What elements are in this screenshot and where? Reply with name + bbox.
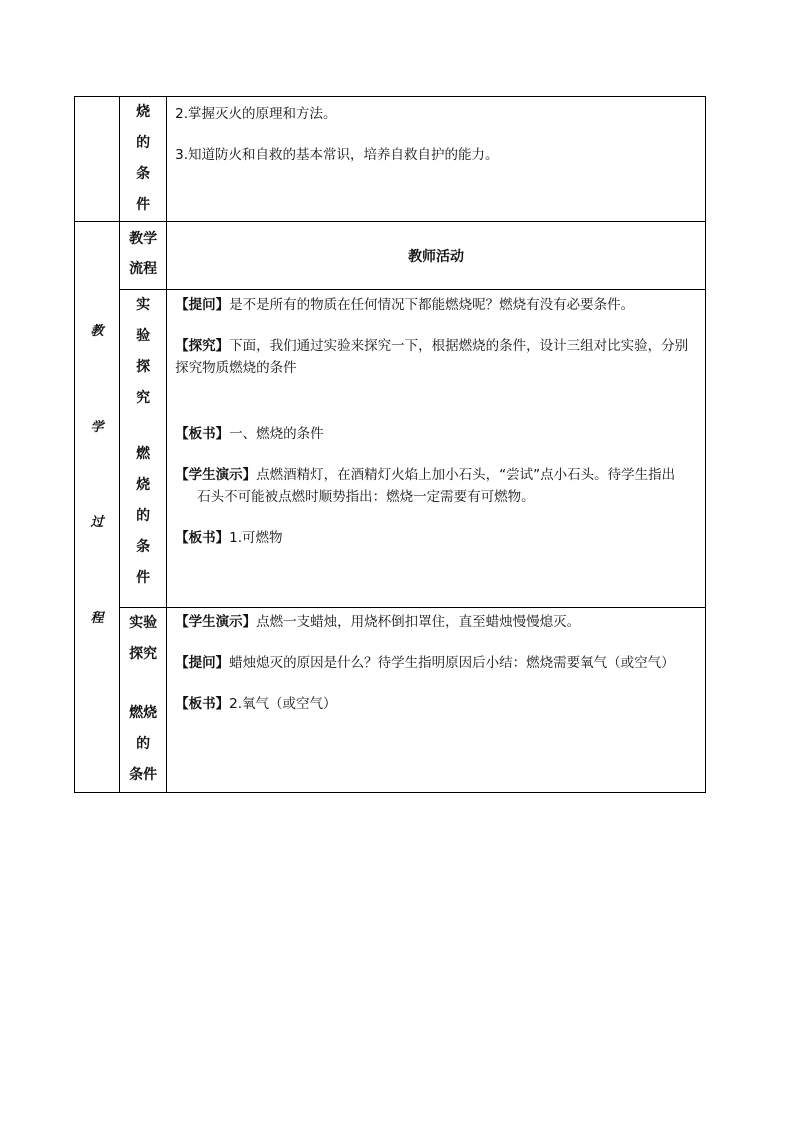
side-char: 的 [136, 508, 151, 524]
goal-item: 2.掌握灭火的原理和方法。 [175, 106, 337, 122]
paragraph [167, 611, 705, 633]
tag-label: 【提问】 [175, 655, 230, 671]
process-char: 程 [90, 610, 104, 626]
section2-row [75, 608, 706, 793]
header-row [75, 222, 706, 290]
side-char: 件 [136, 570, 151, 586]
activity-header: 教师活动 [408, 248, 465, 265]
side-char: 件 [136, 197, 151, 213]
process-char: 教 [90, 324, 104, 340]
activity-header-cell [167, 222, 706, 290]
side-char: 探 [136, 359, 151, 375]
tag-label: 【板书】 [175, 696, 230, 712]
section1-side-label [120, 290, 167, 608]
side-char: 燃烧 [129, 705, 158, 721]
paragraph-text: 点燃一支蜡烛，用烧杯倒扣罩住，直至蜡烛慢慢熄灭。 [256, 614, 581, 630]
process-char: 学 [90, 419, 104, 435]
paragraph [167, 527, 705, 549]
paragraph [167, 294, 705, 316]
side-char: 究 [136, 390, 151, 406]
paragraph [167, 693, 705, 715]
paragraph-text: 是不是所有的物质在任何情况下都能燃烧呢？燃烧有没有必要条件。 [229, 297, 635, 313]
paragraph-text: 石头不可能被点燃时顺势指出：燃烧一定需要有可燃物。 [197, 489, 535, 505]
tag-label: 【提问】 [175, 297, 230, 313]
tag-label: 【学生演示】 [175, 467, 257, 483]
lesson-plan-table [74, 96, 706, 793]
empty-cell [75, 97, 120, 222]
paragraph-text: 下面，我们通过实验来探究一下，根据燃烧的条件，设计三组对比实验，分别探究物质燃烧的条件 [175, 338, 689, 376]
side-char: 的 [136, 736, 151, 752]
flow-header-text: 教学 [129, 231, 158, 247]
goals-side-label [120, 97, 167, 222]
paragraph-text: 2.氧气（或空气） [229, 696, 337, 712]
side-char: 条 [136, 166, 151, 182]
tag-label: 【探究】 [175, 338, 230, 354]
paragraph-text: 1.可燃物 [229, 530, 283, 546]
side-char: 烧 [136, 104, 151, 120]
paragraph-text: 点燃酒精灯，在酒精灯火焰上加小石头，“尝试”点小石头。待学生指出 [256, 467, 676, 483]
flow-header-cell [120, 222, 167, 290]
side-char: 验 [136, 328, 151, 344]
side-char: 条 [136, 539, 151, 555]
flow-header-text: 流程 [129, 261, 158, 277]
section2-content [167, 608, 706, 793]
side-char: 实验 [129, 615, 158, 631]
paragraph [167, 652, 705, 674]
section1-row [75, 290, 706, 608]
process-char: 过 [90, 515, 104, 531]
side-char: 烧 [136, 477, 151, 493]
paragraph-text: 一、燃烧的条件 [229, 426, 324, 442]
paragraph [167, 464, 705, 508]
section1-content [167, 290, 706, 608]
section2-side-label [120, 608, 167, 793]
tag-label: 【学生演示】 [175, 614, 257, 630]
tag-label: 【板书】 [175, 530, 230, 546]
paragraph [167, 423, 705, 445]
side-char: 探究 [129, 646, 158, 662]
process-label-cell [75, 222, 120, 793]
goal-item: 3.知道防火和自救的基本常识，培养自救自护的能力。 [175, 147, 499, 163]
goals-row [75, 97, 706, 222]
side-char: 实 [136, 297, 151, 313]
tag-label: 【板书】 [175, 426, 230, 442]
side-char: 条件 [129, 767, 158, 783]
paragraph [167, 335, 705, 379]
side-char: 燃 [136, 446, 151, 462]
paragraph-text: 蜡烛熄灭的原因是什么？待学生指明原因后小结：燃烧需要氧气（或空气） [229, 655, 675, 671]
goals-cell [167, 97, 706, 222]
side-char: 的 [136, 135, 151, 151]
